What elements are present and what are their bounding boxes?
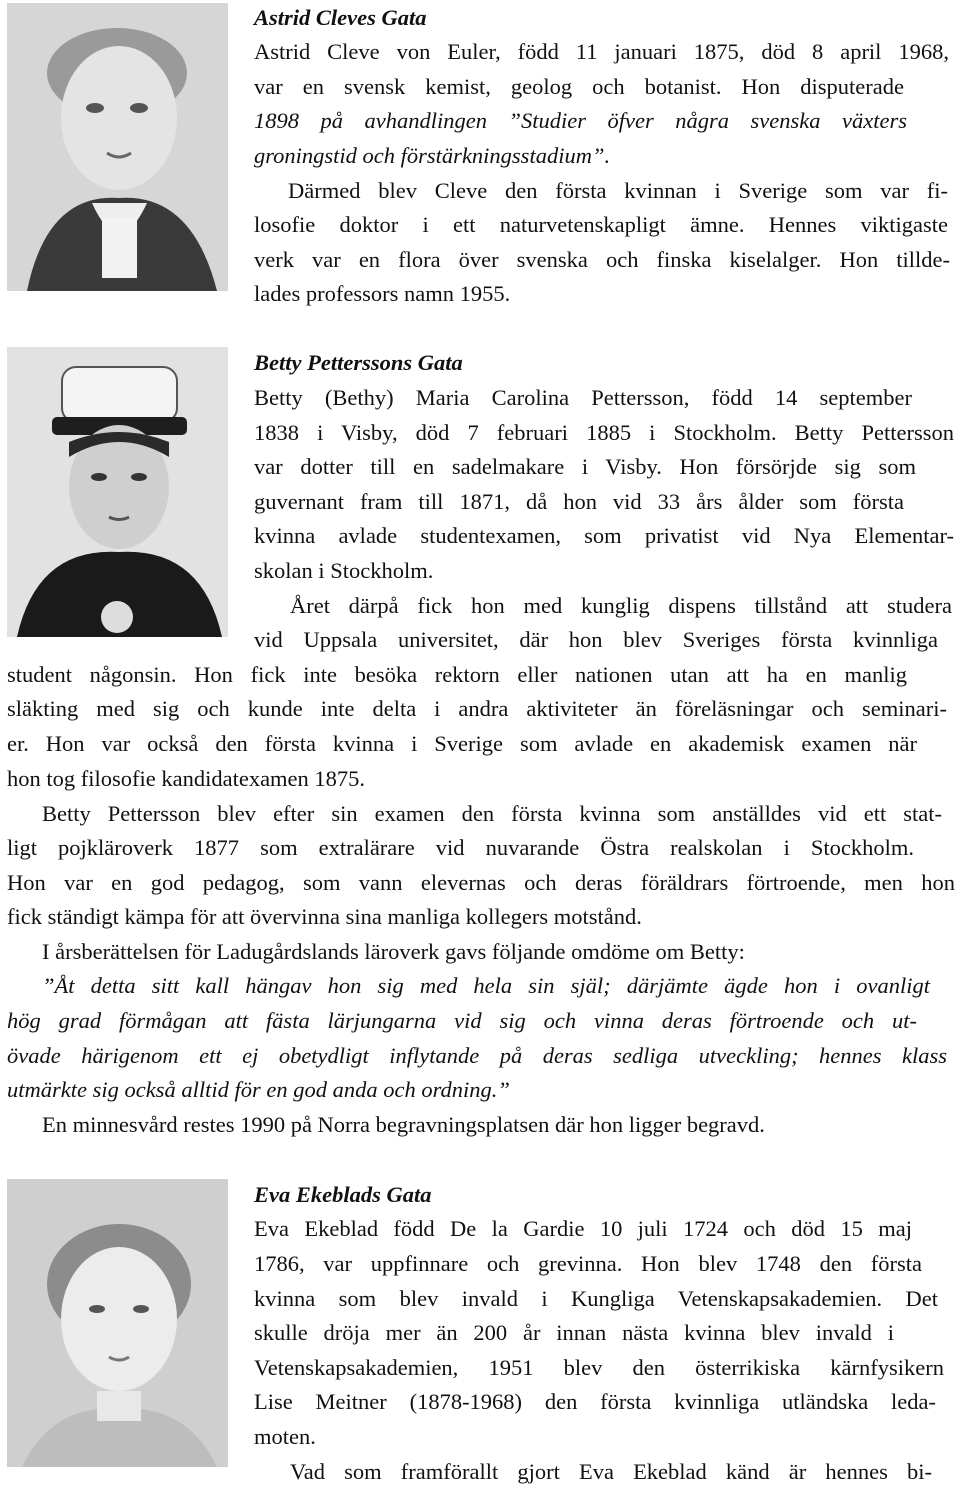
text-line: er. Hon var också den första kvinna i Sverige som avlade en akademisk examen när bbox=[7, 731, 917, 756]
text-line: Vetenskapsakademien, 1951 blev den österrikiska kärnfysikern bbox=[254, 1355, 944, 1380]
text-line: Vad som framförallt gjort Eva Ekeblad känd är hennes bi- bbox=[290, 1459, 932, 1484]
text-line: kvinna som blev invald i Kungliga Vetenskapsakademien. Det bbox=[254, 1286, 938, 1311]
text-line: kvinna avlade studentexamen, som privatist vid Nya Elementar- bbox=[254, 523, 954, 548]
text-line: var en svensk kemist, geolog och botanist. Hon disputerade bbox=[254, 74, 904, 99]
text-line: Astrid Cleve von Euler, född 11 januari 1875, död 8 april 1968, bbox=[254, 39, 949, 64]
portrait-eva-ekeblad bbox=[7, 1179, 228, 1467]
text-line: 1786, var uppfinnare och grevinna. Hon blev 1748 den första bbox=[254, 1251, 922, 1276]
text-line: var dotter till en sadelmakare i Visby. Hon försörjde sig som bbox=[254, 454, 916, 479]
quote-line: ”Åt detta sitt kall hängav hon sig med hela sin själ; därjämte ägde hon i ovanligt bbox=[42, 973, 930, 998]
portrait-betty-pettersson bbox=[7, 347, 228, 637]
text-line: losofie doktor i ett naturvetenskapligt ämne. Hennes viktigaste bbox=[254, 212, 948, 237]
heading-betty-petterssons-gata: Betty Petterssons Gata bbox=[254, 350, 463, 375]
quote-line: övade härigenom ett ej obetydligt inflytande på deras sedliga utveckling; hennes klass bbox=[7, 1043, 947, 1068]
portrait-astrid-cleve-image bbox=[7, 3, 228, 291]
text-line: ligt pojkläroverk 1877 som extralärare vid nuvarande Östra realskolan i Stockholm. bbox=[7, 835, 914, 860]
text-line: lades professors namn 1955. bbox=[254, 281, 511, 306]
text-line: skulle dröja mer än 200 år innan nästa kvinna blev invald i bbox=[254, 1320, 894, 1345]
text-line: släkting med sig och kunde inte delta i andra aktiviteter än föreläsningar och seminari- bbox=[7, 696, 947, 721]
text-line: moten. bbox=[254, 1424, 316, 1449]
text-line-italic-title: 1898 på avhandlingen ”Studier öfver några svenska växters bbox=[254, 108, 907, 133]
text-line: Året därpå fick hon med kunglig dispens tillstånd att studera bbox=[290, 593, 952, 618]
text-line: Betty (Bethy) Maria Carolina Pettersson, född 14 september bbox=[254, 385, 912, 410]
text-line: student någonsin. Hon fick inte besöka rektorn eller nationen utan att ha en manlig bbox=[7, 662, 907, 687]
text-line: Eva Ekeblad född De la Gardie 10 juli 1724 och död 15 maj bbox=[254, 1216, 912, 1241]
text-line: Därmed blev Cleve den första kvinnan i Sverige som var fi- bbox=[288, 178, 948, 203]
text-line-italic-title: groningstid och förstärkningsstadium”. bbox=[254, 143, 611, 168]
portrait-eva-ekeblad-image bbox=[7, 1179, 228, 1467]
portrait-astrid-cleve bbox=[7, 3, 228, 291]
text-line: hon tog filosofie kandidatexamen 1875. bbox=[7, 766, 366, 791]
heading-astrid-cleves-gata: Astrid Cleves Gata bbox=[254, 5, 427, 30]
text-line: Hon var en god pedagog, som vann elevernas och deras föräldrars förtroende, men hon bbox=[7, 870, 955, 895]
text-line: 1838 i Visby, död 7 februari 1885 i Stockholm. Betty Pettersson bbox=[254, 420, 954, 445]
text-line: En minnesvård restes 1990 på Norra begravningsplatsen där hon ligger begravd. bbox=[42, 1112, 765, 1137]
text-line: Lise Meitner (1878-1968) den första kvinnliga utländska leda- bbox=[254, 1389, 936, 1414]
heading-eva-ekeblads-gata: Eva Ekeblads Gata bbox=[254, 1182, 432, 1207]
text-line: vid Uppsala universitet, där hon blev Sveriges första kvinnliga bbox=[254, 627, 938, 652]
text-line: guvernant fram till 1871, då hon vid 33 års ålder som första bbox=[254, 489, 904, 514]
text-line: fick ständigt kämpa för att övervinna sina manliga kollegers motstånd. bbox=[7, 904, 642, 929]
text-line: I årsberättelsen för Ladugårdslands läroverk gavs följande omdöme om Betty: bbox=[42, 939, 745, 964]
quote-line: utmärkte sig också alltid för en god anda och ordning.” bbox=[7, 1077, 510, 1102]
text-line: skolan i Stockholm. bbox=[254, 558, 434, 583]
portrait-betty-pettersson-image bbox=[7, 347, 228, 637]
text-line: verk var en flora över svenska och finska kiselalger. Hon tillde- bbox=[254, 247, 950, 272]
quote-line: hög grad förmågan att fästa lärjungarna vid sig och vinna deras förtroende och ut- bbox=[7, 1008, 917, 1033]
text-line: Betty Pettersson blev efter sin examen den första kvinna som anställdes vid ett stat- bbox=[42, 801, 942, 826]
